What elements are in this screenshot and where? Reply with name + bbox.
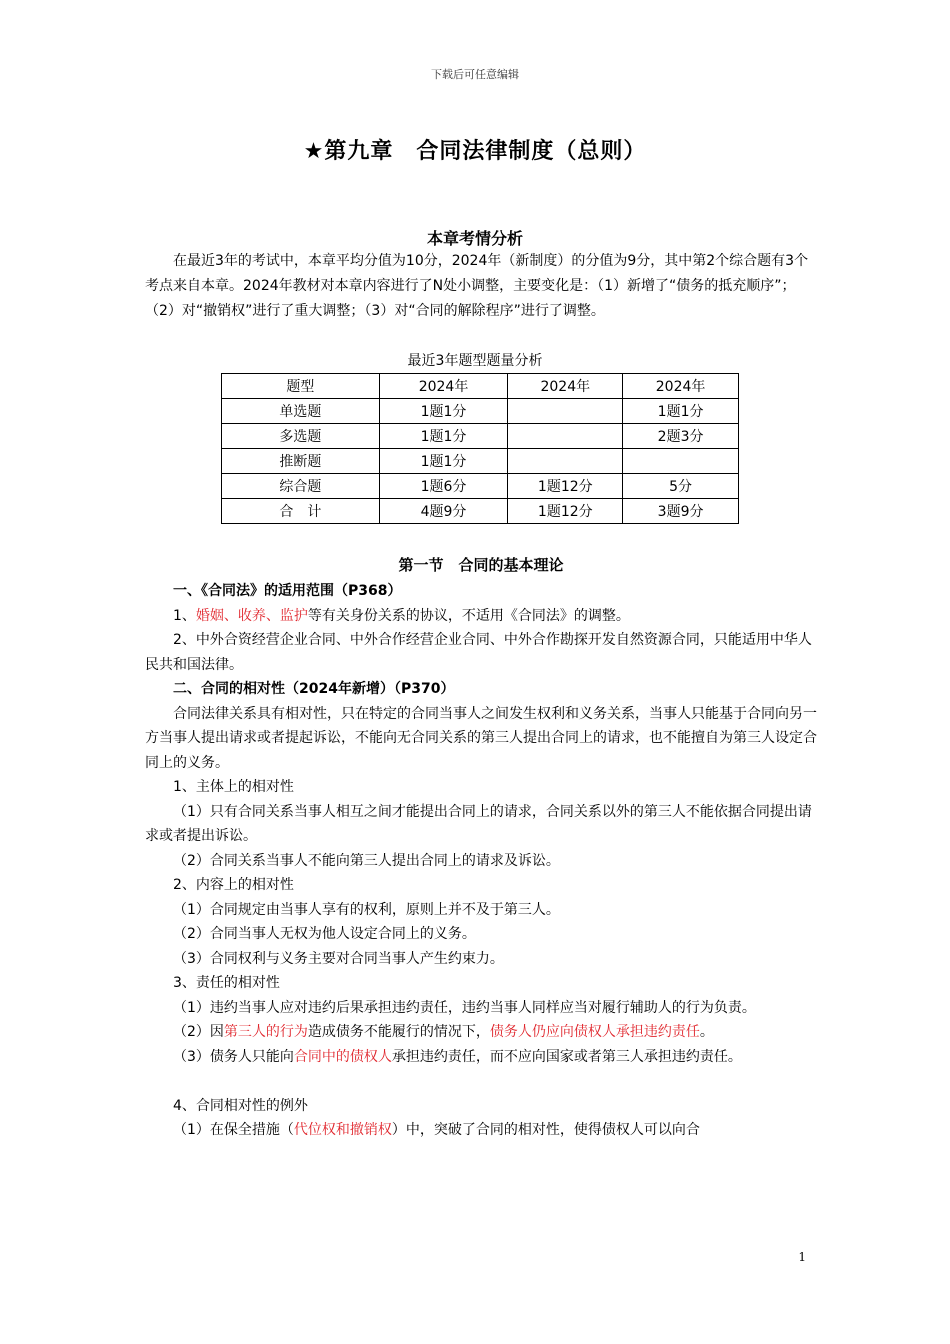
table-header-row (222, 374, 739, 399)
table-header-cell: 2024年 (508, 374, 623, 399)
table-cell: 1题12分 (508, 499, 623, 524)
text-span: 承担违约责任，而不应向国家或者第三人承担违约责任。 (391, 1048, 742, 1065)
table-row (222, 424, 739, 449)
table-cell: 综合题 (222, 474, 380, 499)
paragraph (145, 1118, 817, 1143)
paragraph: （2）合同当事人无权为他人设定合同上的义务。 (173, 926, 476, 942)
paragraph: （1）合同规定由当事人享有的权利，原则上并不及于第三人。 (173, 901, 560, 918)
table-cell (623, 449, 739, 474)
table-cell: 1题1分 (379, 449, 508, 474)
text-span: 等有关身份关系的协议，不适用《合同法》的调整。 (307, 607, 630, 624)
chapter-title: ★第九章 合同法律制度（总则） (303, 139, 647, 164)
heading-scope: 一、《合同法》的适用范围（P368） (173, 583, 402, 599)
table-cell: 合 计 (222, 499, 380, 524)
paragraph: （2）合同关系当事人不能向第三人提出合同上的请求及诉讼。 (173, 852, 560, 869)
table-cell (508, 399, 623, 424)
question-type-table (221, 373, 739, 524)
paragraph: 2、内容上的相对性 (173, 877, 294, 893)
section-content (145, 551, 817, 1143)
paragraph (145, 1020, 817, 1045)
table-cell: 1题6分 (379, 474, 508, 499)
table-cell: 1题1分 (623, 399, 739, 424)
paragraph: （1）违约当事人应对违约后果承担违约责任，违约当事人同样应当对履行辅助人的行为负责。 (173, 999, 756, 1016)
paragraph: 1、主体上的相对性 (173, 779, 294, 795)
table-title: 最近3年题型题量分析 (407, 353, 543, 369)
table-cell: 3题9分 (623, 499, 739, 524)
text-span: （1）在保全措施（ (173, 1122, 294, 1138)
text-span: （2）因 (173, 1024, 224, 1040)
table-header-cell: 2024年 (623, 374, 739, 399)
page-number: 1 (798, 1250, 806, 1264)
spacer (145, 1069, 817, 1094)
highlight-text: 代位权和撤销权 (293, 1122, 392, 1138)
paragraph (145, 1045, 817, 1070)
text-span: ）中，突破了合同的相对性，使得债权人可以向合 (391, 1122, 700, 1138)
heading-relativity: 二、合同的相对性（2024年新增）（P370） (173, 681, 455, 697)
paragraph: 4、合同相对性的例外 (173, 1097, 308, 1114)
text-span: 。 (699, 1024, 714, 1040)
table-header-cell: 2024年 (379, 374, 508, 399)
analysis-intro: 在最近3年的考试中，本章平均分值为10分，2024年（新制度）的分值为9分，其中第2个综合题有3个考点来自本章。2024年教材对本章内容进行了N处小调整，主要变化是：（1）新增了“债务的抵充顺序”；（2）对“撤销权”进行了重大调整；（3）对“合同的解除程序”进行了调整。 (145, 253, 809, 319)
table-row (222, 449, 739, 474)
table-cell: 5分 (623, 474, 739, 499)
table-cell: 1题1分 (379, 399, 508, 424)
highlight-text: 债务人仍应向债权人承担违约责任 (489, 1024, 700, 1040)
table-cell: 1题12分 (508, 474, 623, 499)
paragraph: 2、中外合资经营企业合同、中外合作经营企业合同、中外合作勘探开发自然资源合同，只能适用中华人民共和国法律。 (145, 632, 812, 673)
highlight-text: 婚姻、收养、监护 (195, 607, 308, 624)
table-cell: 1题1分 (379, 424, 508, 449)
table-row (222, 499, 739, 524)
table-cell (508, 449, 623, 474)
table-cell: 推断题 (222, 449, 380, 474)
paragraph (145, 604, 817, 629)
paragraph: （1）只有合同关系当事人相互之间才能提出合同上的请求，合同关系以外的第三人不能依据合同提出请求或者提出诉讼。 (145, 803, 812, 844)
highlight-text: 合同中的债权人 (293, 1048, 392, 1065)
table-header-cell: 题型 (222, 374, 380, 399)
paragraph: 3、责任的相对性 (173, 975, 280, 991)
paragraph: 合同法律关系具有相对性，只在特定的合同当事人之间发生权利和义务关系，当事人只能基于合同向另一方当事人提出请求或者提起诉讼，不能向无合同关系的第三人提出合同上的请求，也不能擅自为第三人设定合同上的义务。 (145, 705, 817, 771)
table-cell (508, 424, 623, 449)
text-span: 造成债务不能履行的情况下， (307, 1024, 490, 1040)
table-cell: 多选题 (222, 424, 380, 449)
table-row (222, 474, 739, 499)
text-span: 1、 (173, 607, 196, 624)
highlight-text: 第三人的行为 (223, 1024, 308, 1040)
section-title: 第一节 合同的基本理论 (398, 556, 564, 574)
table-cell: 2题3分 (623, 424, 739, 449)
table-cell: 单选题 (222, 399, 380, 424)
page-header: 下载后可任意编辑 (431, 68, 519, 81)
table-cell: 4题9分 (379, 499, 508, 524)
table-row (222, 399, 739, 424)
paragraph: （3）合同权利与义务主要对合同当事人产生约束力。 (173, 950, 504, 967)
text-span: （3）债务人只能向 (173, 1048, 294, 1065)
analysis-title: 本章考情分析 (426, 229, 523, 248)
